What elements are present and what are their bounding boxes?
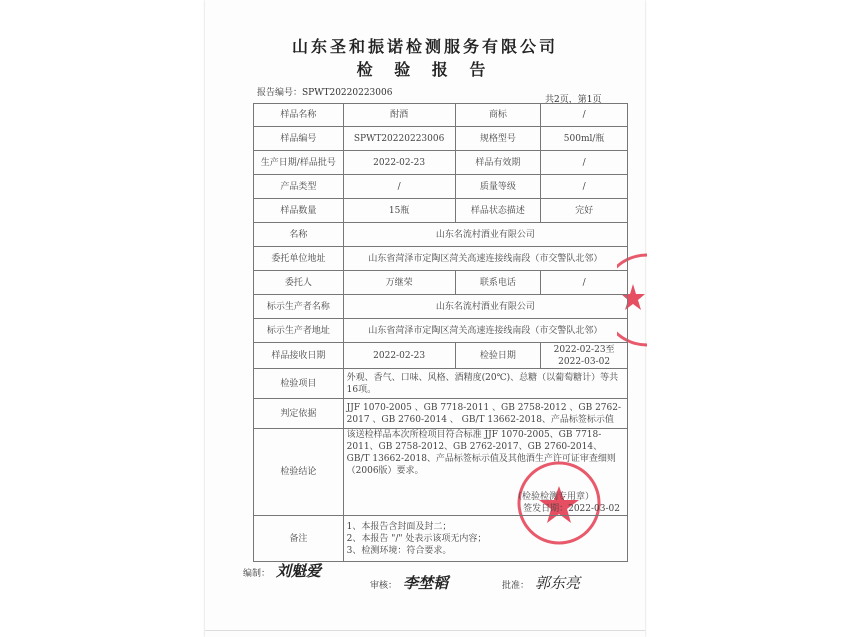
value: / — [541, 104, 628, 127]
value: / — [343, 175, 455, 199]
value: SPWT20220223006 — [343, 127, 455, 151]
report-title: 检 验 报 告 — [356, 60, 494, 79]
table-row — [254, 319, 628, 343]
label: 样品有效期 — [455, 151, 541, 175]
label: 名称 — [254, 223, 344, 247]
label: 判定依据 — [254, 399, 344, 429]
label: 检验项目 — [254, 369, 344, 399]
conclusion-text: 该送检样品本次所检项目符合标准 JJF 1070-2005、GB 7718-2011、GB 2758-2012、GB 2762-2017、GB 2760-2014、GB/T 13662-2018、产品标签标示值及其他酒生产许可证审查细则（2006版）要求。 — [346, 430, 616, 476]
signature: 郭东亮 — [535, 574, 581, 592]
table-row — [254, 223, 628, 247]
label: 标示生产者名称 — [254, 295, 344, 319]
label: 样品名称 — [254, 104, 344, 127]
table-row — [254, 295, 628, 319]
table-row — [254, 271, 628, 295]
table-row — [254, 369, 628, 399]
table-row — [254, 516, 628, 562]
value — [343, 429, 627, 516]
seal-caption: （检验检测专用章） — [512, 492, 594, 502]
value — [343, 516, 627, 562]
table-row — [254, 247, 628, 271]
value: / — [541, 271, 628, 295]
value: 15瓶 — [343, 199, 455, 223]
label: 生产日期/样品批号 — [254, 151, 344, 175]
table-row — [254, 127, 628, 151]
label: 批准： — [502, 581, 530, 591]
label: 检验日期 — [455, 343, 541, 369]
value: / — [541, 151, 628, 175]
table-row — [254, 151, 628, 175]
table-row — [254, 104, 628, 127]
table-row — [254, 429, 628, 516]
value: 山东名流村酒业有限公司 — [343, 223, 627, 247]
value: 外观、香气、口味、风格、酒精度(20℃)、总糖（以葡萄糖计）等共16项。 — [343, 369, 627, 399]
label: 质量等级 — [455, 175, 541, 199]
value: / — [541, 175, 628, 199]
report-page — [205, 0, 645, 637]
label: 检验结论 — [254, 429, 344, 516]
label: 商标 — [455, 104, 541, 127]
value: 山东省菏泽市定陶区菏关高速连接线南段（市交警队北邻） — [343, 319, 627, 343]
issue-date: 签发日期：2022-03-02 — [523, 504, 620, 514]
value: 完好 — [541, 199, 628, 223]
table-row — [254, 199, 628, 223]
value: 2022-02-23 — [343, 343, 455, 369]
note: 1、本报告含封面及封二； — [346, 521, 452, 532]
value: 500ml/瓶 — [541, 127, 628, 151]
label: 编制： — [243, 569, 271, 579]
label: 样品编号 — [254, 127, 344, 151]
value: 2022-02-23至2022-03-02 — [541, 343, 628, 369]
label: 审核： — [370, 581, 398, 591]
signature: 李埜韬 — [403, 574, 449, 592]
value: 山东名流村酒业有限公司 — [343, 295, 627, 319]
signature: 刘魁爱 — [276, 562, 322, 580]
label: 委托单位地址 — [254, 247, 344, 271]
label: 委托人 — [254, 271, 344, 295]
table-row — [254, 175, 628, 199]
label: 样品接收日期 — [254, 343, 344, 369]
approved-by — [502, 572, 580, 593]
label: 样品状态描述 — [455, 199, 541, 223]
page-count: 共2页，第1页 — [545, 95, 602, 105]
table-row — [254, 399, 628, 429]
company-name: 山东圣和振诺检测服务有限公司 — [291, 37, 558, 56]
value: JJF 1070-2005 、GB 7718-2011 、GB 2758-2012 、GB 2762-2017 、GB 2760-2014 、 GB/T 13662-2018、产品标签标示值 — [343, 399, 627, 429]
note: 3、检测环境：符合要求。 — [346, 545, 452, 556]
label: 样品数量 — [254, 199, 344, 223]
note: 2、本报告 "/" 处表示该项无内容； — [346, 533, 487, 544]
value: 酎酒 — [343, 104, 455, 127]
table-row — [254, 343, 628, 369]
label: 备注 — [254, 516, 344, 562]
label: 规格型号 — [455, 127, 541, 151]
label: 产品类型 — [254, 175, 344, 199]
value: 2022-02-23 — [343, 151, 455, 175]
label: 联系电话 — [455, 271, 541, 295]
report-number: 报告编号：SPWT20220223006 — [257, 88, 393, 98]
value: 山东省菏泽市定陶区菏关高速连接线南段（市交警队北邻） — [343, 247, 627, 271]
divider — [205, 630, 645, 631]
compiled-by — [243, 560, 321, 581]
label: 标示生产者地址 — [254, 319, 344, 343]
reviewed-by — [370, 572, 448, 593]
value: 万继荣 — [343, 271, 455, 295]
report-table — [253, 103, 628, 562]
